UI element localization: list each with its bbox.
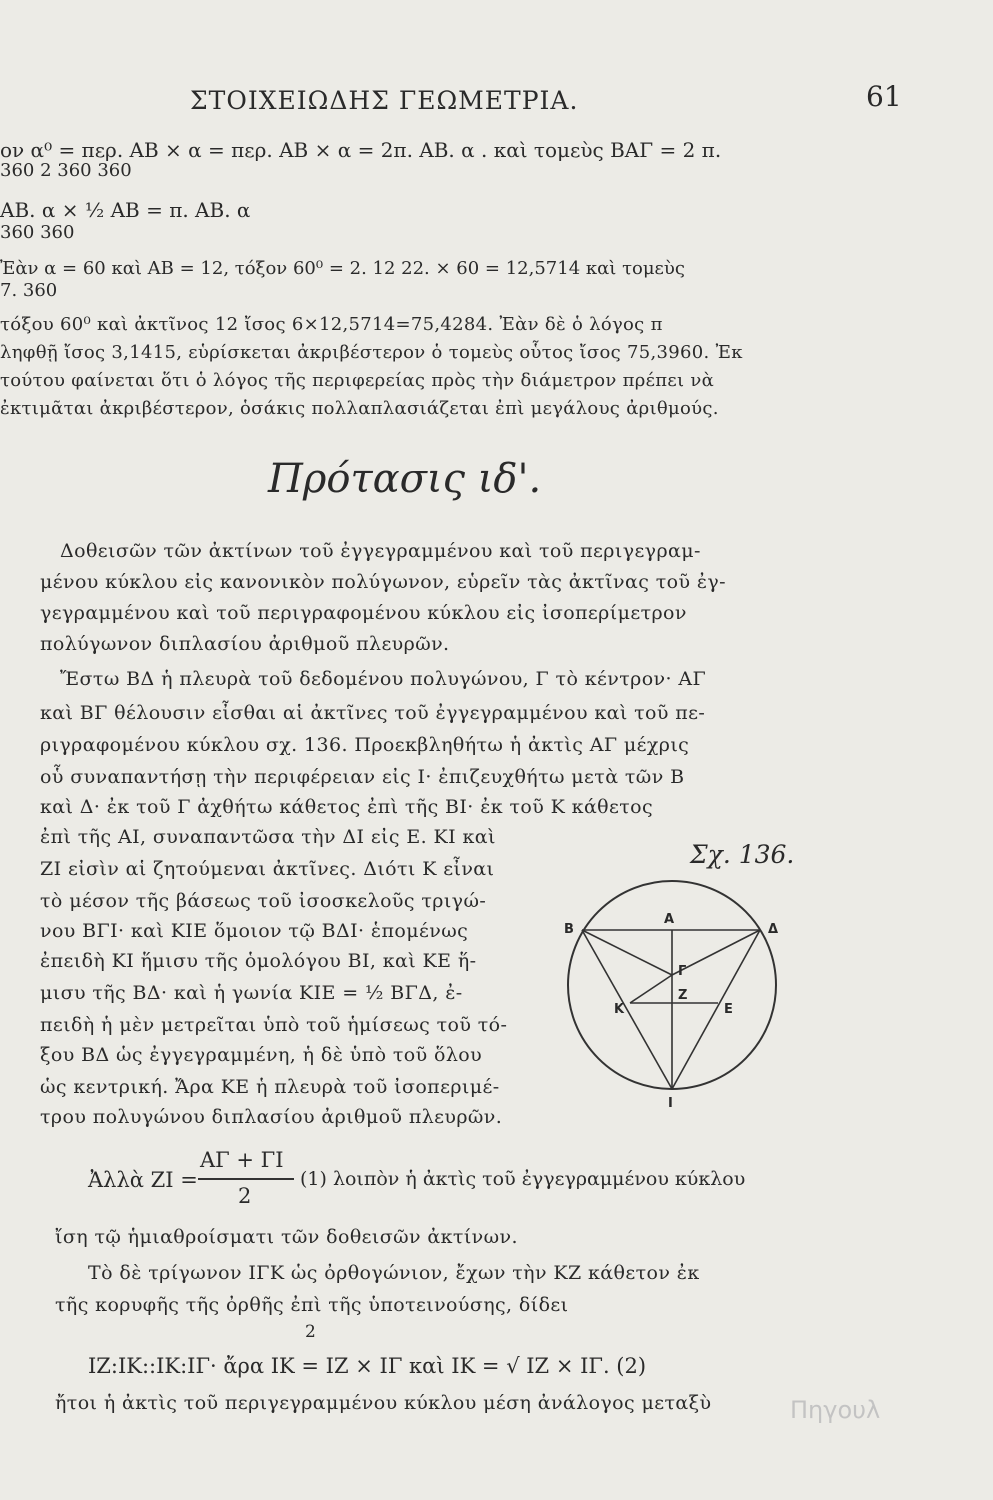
statement-line: Δοθεισῶν τῶν ἀκτίνων τοῦ ἐγγεγραμμένου καὶ τοῦ περιγεγραμ- <box>60 540 701 562</box>
statement-line: πολύγωνον διπλασίου ἀριθμοῦ πλευρῶν. <box>40 633 450 655</box>
label-b: Β <box>564 922 574 937</box>
formula-1-suffix: (1) λοιπὸν ἡ ἀκτὶς τοῦ ἐγγεγραμμένου κύκλου <box>300 1168 746 1190</box>
proof-line: οὗ συναπαντήσῃ τὴν περιφέρειαν εἰς Ι· ἐπιζευχθήτω μετὰ τῶν Β <box>40 766 685 788</box>
formula-2-exponent: 2 <box>305 1322 316 1342</box>
geometry-figure <box>560 875 800 1115</box>
line-bi <box>582 930 672 1089</box>
figure-caption: Σχ. 136. <box>690 840 795 869</box>
formula-line: 360 360 <box>0 222 75 243</box>
column-line: πειδὴ ἡ μὲν μετρεῖται ὑπὸ τοῦ ἡμίσεως τοῦ τό- <box>40 1014 508 1036</box>
formula-1-numerator: ΑΓ + ΓΙ <box>200 1148 284 1172</box>
line-di <box>672 930 760 1089</box>
text-line: τόξου 60⁰ καὶ ἀκτῖνος 12 ἴσος 6×12,5714=75,4284. Ἐὰν δὲ ὁ λόγος π <box>0 314 663 335</box>
label-e: Ε <box>724 1002 733 1017</box>
running-title: ΣΤΟΙΧΕΙΩΔΗΣ ΓΕΩΜΕΤΡΙΑ. <box>190 86 579 115</box>
column-line: νου ΒΓΙ· καὶ ΚΙΕ ὅμοιον τῷ ΒΔΙ· ἑπομένως <box>40 920 469 942</box>
formula-1 <box>88 1148 988 1208</box>
label-g: Γ <box>678 964 687 979</box>
formula-line: ον α⁰ = περ. ΑΒ × α = περ. ΑΒ × α = 2π. ΑΒ. α . καὶ τομεὺς ΒΑΓ = 2 π. <box>0 138 722 162</box>
formula-1-denominator: 2 <box>238 1184 252 1208</box>
proof-line: ριγραφομένου κύκλου σχ. 136. Προεκβληθήτω ἡ ἀκτὶς ΑΓ μέχρις <box>40 734 690 756</box>
column-line: μισυ τῆς ΒΔ· καὶ ἡ γωνία ΚΙΕ = ½ ΒΓΔ, ἐ- <box>40 982 463 1004</box>
formula-line: ΑΒ. α × ½ ΑΒ = π. ΑΒ. α <box>0 198 251 222</box>
column-line: ΖΙ εἰσὶν αἱ ζητούμεναι ἀκτῖνες. Διότι Κ εἶναι <box>40 858 495 880</box>
formula-line: 7. 360 <box>0 280 58 301</box>
column-line: ξου ΒΔ ὡς ἐγγεγραμμένη, ἡ δὲ ὑπὸ τοῦ ὅλου <box>40 1044 483 1066</box>
label-a: Α <box>664 912 675 927</box>
proposition-heading: Πρότασις ιδ'. <box>268 456 542 502</box>
page-number: 61 <box>866 80 902 113</box>
proof-line: καὶ Δ· ἐκ τοῦ Γ ἀχθήτω κάθετος ἐπὶ τῆς ΒΙ· ἐκ τοῦ Κ κάθετος <box>40 796 654 818</box>
formula-line: 360 2 360 360 <box>0 160 132 181</box>
formula-1-prefix: Ἀλλὰ ΖΙ = <box>88 1168 198 1192</box>
column-line: τρου πολυγώνου διπλασίου ἀριθμοῦ πλευρῶν. <box>40 1106 503 1128</box>
formula-line: Ἐὰν α = 60 καὶ ΑΒ = 12, τόξον 60⁰ = 2. 12 22. × 60 = 12,5714 καὶ τομεὺς <box>0 258 685 279</box>
text-line: ἴση τῷ ἡμιαθροίσματι τῶν δοθεισῶν ἀκτίνων. <box>55 1226 518 1248</box>
column-line: ὡς κεντρική. Ἄρα ΚΕ ἡ πλευρὰ τοῦ ἰσοπεριμέ- <box>40 1076 500 1098</box>
text-line: ληφθῇ ἴσος 3,1415, εὑρίσκεται ἀκριβέστερον ὁ τομεὺς οὗτος ἴσος 75,3960. Ἐκ <box>0 342 743 363</box>
proof-line: Ἔστω ΒΔ ἡ πλευρὰ τοῦ δεδομένου πολυγώνου, Γ τὸ κέντρον· ΑΓ <box>60 668 707 690</box>
text-line: τούτου φαίνεται ὅτι ὁ λόγος τῆς περιφερείας πρὸς τὴν διάμετρον πρέπει νὰ <box>0 370 715 391</box>
column-line: τὸ μέσον τῆς βάσεως τοῦ ἰσοσκελοῦς τριγώ- <box>40 890 487 912</box>
label-k: Κ <box>614 1002 625 1017</box>
text-line: Τὸ δὲ τρίγωνον ΙΓΚ ὡς ὀρθογώνιον, ἔχων τὴν ΚΖ κάθετον ἐκ <box>88 1262 700 1284</box>
fraction-bar <box>198 1178 294 1180</box>
text-line: τῆς κορυφῆς τῆς ὀρθῆς ἐπὶ τῆς ὑποτεινούσης, δίδει <box>55 1294 569 1316</box>
text-line: ἐκτιμᾶται ἀκριβέστερον, ὁσάκις πολλαπλασιάζεται ἐπὶ μεγάλους ἀριθμούς. <box>0 398 719 419</box>
watermark: Πηγουλ <box>790 1396 881 1424</box>
column-line: ἐπειδὴ ΚΙ ἥμισυ τῆς ὁμολόγου ΒΙ, καὶ ΚΕ ἥ- <box>40 950 477 972</box>
label-d: Δ <box>768 922 779 937</box>
label-z: Ζ <box>678 988 688 1003</box>
statement-line: μένου κύκλου εἰς κανονικὸν πολύγωνον, εὑρεῖν τὰς ἀκτῖνας τοῦ ἐγ- <box>40 571 727 593</box>
proof-line: καὶ ΒΓ θέλουσιν εἶσθαι αἱ ἀκτῖνες τοῦ ἐγγεγραμμένου καὶ τοῦ πε- <box>40 702 706 724</box>
column-line: ἐπὶ τῆς ΑΙ, συναπαντῶσα τὴν ΔΙ εἰς Ε. ΚΙ καὶ <box>40 826 496 848</box>
formula-2: ΙΖ:ΙΚ::ΙΚ:ΙΓ· ἄρα ΙΚ = ΙΖ × ΙΓ καὶ ΙΚ = √ ΙΖ × ΙΓ. (2) <box>88 1354 647 1378</box>
perpendicular-gk <box>630 975 672 1003</box>
label-i: Ι <box>668 1096 673 1111</box>
text-line: ἤτοι ἡ ἀκτὶς τοῦ περιγεγραμμένου κύκλου μέση ἀνάλογος μεταξὺ <box>55 1392 712 1414</box>
page-header <box>0 78 993 118</box>
statement-line: γεγραμμένου καὶ τοῦ περιγραφομένου κύκλου εἰς ἰσοπερίμετρον <box>40 602 687 624</box>
